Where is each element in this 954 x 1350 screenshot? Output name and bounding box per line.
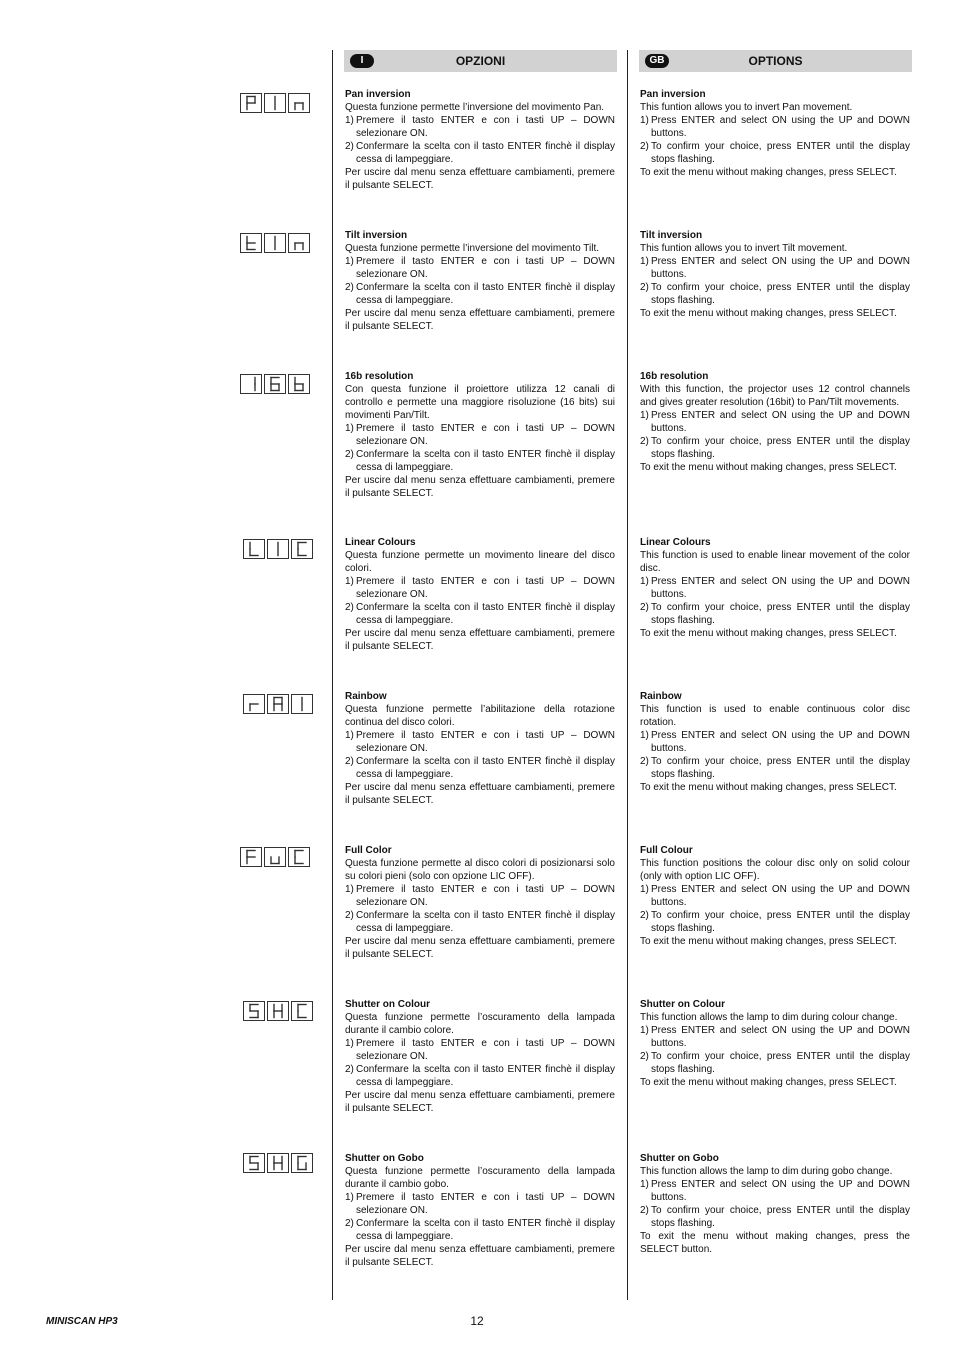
seven-segment-glyph [296,541,308,557]
display-digit [291,694,313,714]
display-digit [267,1153,289,1173]
step-1: 1) Premere il tasto ENTER e con i tasti UP – DOWN selezionare ON. [345,423,615,447]
step-text: Premere il tasto ENTER e con i tasti UP – DOWN selezionare ON. [356,730,615,754]
option-title: Linear Colours [640,537,711,548]
option-description: Con questa funzione il proiettore utilizza 12 canali di controllo e permette una maggiore risoluzione (16 bits) sui movimenti Pan/Tilt. [345,384,615,421]
step-text: Press ENTER and select ON using the UP and DOWN buttons. [651,410,910,434]
option-description: This function allows the lamp to dim during colour change. [640,1012,898,1023]
step-text: Premere il tasto ENTER e con i tasti UP – DOWN selezionare ON. [356,115,615,139]
seven-segment-glyph [293,235,305,251]
step-text: To confirm your choice, press ENTER until the display stops flashing. [651,910,910,934]
option-en-4 [640,690,910,794]
option-description: This function allows the lamp to dim during gobo change. [640,1166,893,1177]
step-text: Confermare la scelta con il tasto ENTER finchè il display cessa di lampeggiare. [356,449,615,473]
header-italian [344,50,617,72]
option-description: Questa funzione permette l’inversione del movimento Pan. [345,102,605,113]
step-text: Press ENTER and select ON using the UP and DOWN buttons. [651,884,910,908]
option-title: Full Color [345,845,392,856]
step-2: 2) To confirm your choice, press ENTER until the display stops flashing. [640,282,910,306]
seven-segment-glyph [293,95,305,111]
step-text: Premere il tasto ENTER e con i tasti UP – DOWN selezionare ON. [356,423,615,447]
option-description: This function positions the colour disc only on solid colour (only with option LIC OFF). [640,858,910,882]
option-title: Shutter on Colour [345,999,430,1010]
option-it-6 [345,998,615,1115]
language-badge-gb: GB [645,54,669,68]
option-description: Questa funzione permette l’oscuramento della lampada durante il cambio colore. [345,1012,615,1036]
seven-segment-glyph [272,1155,284,1171]
option-en-2 [640,370,910,474]
step-2: 2) To confirm your choice, press ENTER until the display stops flashing. [640,141,910,165]
exit-note: To exit the menu without making changes, press SELECT. [640,1077,897,1088]
step-1: 1) Premere il tasto ENTER e con i tasti UP – DOWN selezionare ON. [345,115,615,139]
option-title: Rainbow [640,691,682,702]
step-2: 2) Confermare la scelta con il tasto ENTER finchè il display cessa di lampeggiare. [345,449,615,473]
step-text: Confermare la scelta con il tasto ENTER finchè il display cessa di lampeggiare. [356,756,615,780]
display-digit [267,1001,289,1021]
display-digit [291,1153,313,1173]
step-text: To confirm your choice, press ENTER until the display stops flashing. [651,282,910,306]
step-2: 2) Confermare la scelta con il tasto ENTER finchè il display cessa di lampeggiare. [345,602,615,626]
step-text: To confirm your choice, press ENTER until the display stops flashing. [651,602,910,626]
step-1: 1) Premere il tasto ENTER e con i tasti UP – DOWN selezionare ON. [345,256,615,280]
step-1: 1) Press ENTER and select ON using the UP and DOWN buttons. [640,410,910,434]
step-1: 1) Press ENTER and select ON using the UP and DOWN buttons. [640,884,910,908]
seven-segment-glyph [296,1003,308,1019]
step-text: To confirm your choice, press ENTER until the display stops flashing. [651,1205,910,1229]
led-display [243,539,315,559]
option-it-3 [345,536,615,653]
display-digit [291,1001,313,1021]
display-digit [288,374,310,394]
exit-note: Per uscire dal menu senza effettuare cambiamenti, premere il pulsante SELECT. [345,1090,615,1114]
exit-note: To exit the menu without making changes, press SELECT. [640,462,897,473]
step-text: To confirm your choice, press ENTER until the display stops flashing. [651,141,910,165]
step-1: 1) Premere il tasto ENTER e con i tasti UP – DOWN selezionare ON. [345,1192,615,1216]
display-digit [291,539,313,559]
option-it-4 [345,690,615,807]
step-2: 2) To confirm your choice, press ENTER until the display stops flashing. [640,910,910,934]
led-display [243,694,315,714]
seven-segment-glyph [272,541,284,557]
seven-segment-glyph [245,376,257,392]
led-display [240,233,312,253]
seven-segment-glyph [245,849,257,865]
option-description: This function is used to enable continuous color disc rotation. [640,704,910,728]
step-2: 2) Confermare la scelta con il tasto ENTER finchè il display cessa di lampeggiare. [345,1218,615,1242]
seven-segment-glyph [296,1155,308,1171]
led-display [240,374,312,394]
display-digit [264,233,286,253]
display-digit [240,374,262,394]
option-title: Pan inversion [640,89,706,100]
option-en-7 [640,1152,910,1256]
option-it-5 [345,844,615,961]
option-it-7 [345,1152,615,1269]
option-title: Pan inversion [345,89,411,100]
step-2: 2) To confirm your choice, press ENTER until the display stops flashing. [640,602,910,626]
seven-segment-glyph [245,235,257,251]
led-display [243,1153,315,1173]
option-it-2 [345,370,615,500]
option-title: 16b resolution [640,371,709,382]
seven-segment-glyph [296,696,308,712]
step-text: To confirm your choice, press ENTER until the display stops flashing. [651,1051,910,1075]
step-text: Confermare la scelta con il tasto ENTER finchè il display cessa di lampeggiare. [356,1064,615,1088]
display-digit [240,93,262,113]
seven-segment-glyph [269,849,281,865]
option-description: This funtion allows you to invert Pan movement. [640,102,853,113]
exit-note: To exit the menu without making changes, press the SELECT button. [640,1231,910,1255]
display-digit [288,93,310,113]
column-divider-middle [627,50,628,1300]
seven-segment-glyph [272,696,284,712]
product-name: MINISCAN HP3 [46,1316,118,1327]
exit-note: Per uscire dal menu senza effettuare cambiamenti, premere il pulsante SELECT. [345,782,615,806]
step-2: 2) To confirm your choice, press ENTER until the display stops flashing. [640,756,910,780]
step-1: 1) Premere il tasto ENTER e con i tasti UP – DOWN selezionare ON. [345,576,615,600]
page-number: 12 [470,1314,484,1328]
step-text: Confermare la scelta con il tasto ENTER finchè il display cessa di lampeggiare. [356,602,615,626]
step-text: Premere il tasto ENTER e con i tasti UP – DOWN selezionare ON. [356,576,615,600]
header-english [639,50,912,72]
header-title-gb: OPTIONS [748,54,803,68]
option-title: Shutter on Colour [640,999,725,1010]
display-digit [264,847,286,867]
option-en-5 [640,844,910,948]
exit-note: To exit the menu without making changes, press SELECT. [640,167,897,178]
step-2: 2) To confirm your choice, press ENTER until the display stops flashing. [640,1205,910,1229]
step-1: 1) Press ENTER and select ON using the UP and DOWN buttons. [640,1025,910,1049]
option-en-6 [640,998,910,1089]
display-digit [243,694,265,714]
exit-note: Per uscire dal menu senza effettuare cambiamenti, premere il pulsante SELECT. [345,475,615,499]
option-title: Shutter on Gobo [640,1153,719,1164]
step-1: 1) Premere il tasto ENTER e con i tasti UP – DOWN selezionare ON. [345,730,615,754]
step-text: To confirm your choice, press ENTER until the display stops flashing. [651,436,910,460]
option-it-1 [345,229,615,333]
option-title: Full Colour [640,845,693,856]
step-text: Press ENTER and select ON using the UP and DOWN buttons. [651,256,910,280]
exit-note: To exit the menu without making changes, press SELECT. [640,628,897,639]
option-it-0 [345,88,615,192]
exit-note: Per uscire dal menu senza effettuare cambiamenti, premere il pulsante SELECT. [345,936,615,960]
step-2: 2) To confirm your choice, press ENTER until the display stops flashing. [640,436,910,460]
led-display [243,1001,315,1021]
seven-segment-glyph [293,376,305,392]
display-digit [264,374,286,394]
option-description: This funtion allows you to invert Tilt movement. [640,243,848,254]
step-1: 1) Press ENTER and select ON using the UP and DOWN buttons. [640,115,910,139]
display-digit [267,694,289,714]
exit-note: Per uscire dal menu senza effettuare cambiamenti, premere il pulsante SELECT. [345,167,615,191]
seven-segment-glyph [248,696,260,712]
column-divider-left [332,50,333,1300]
option-en-0 [640,88,910,179]
step-2: 2) Confermare la scelta con il tasto ENTER finchè il display cessa di lampeggiare. [345,141,615,165]
option-title: 16b resolution [345,371,414,382]
option-en-1 [640,229,910,320]
step-text: Confermare la scelta con il tasto ENTER finchè il display cessa di lampeggiare. [356,282,615,306]
display-digit [240,847,262,867]
step-1: 1) Press ENTER and select ON using the UP and DOWN buttons. [640,730,910,754]
exit-note: Per uscire dal menu senza effettuare cambiamenti, premere il pulsante SELECT. [345,308,615,332]
display-digit [288,847,310,867]
option-description: Questa funzione permette al disco colori di posizionarsi solo su colori pieni (solo con opzione LIC OFF). [345,858,615,882]
step-1: 1) Press ENTER and select ON using the UP and DOWN buttons. [640,256,910,280]
option-description: This function is used to enable linear movement of the color disc. [640,550,910,574]
display-digit [243,1153,265,1173]
language-badge-it: I [350,54,374,68]
step-text: Premere il tasto ENTER e con i tasti UP – DOWN selezionare ON. [356,884,615,908]
option-title: Tilt inversion [345,230,408,241]
step-text: Press ENTER and select ON using the UP and DOWN buttons. [651,576,910,600]
exit-note: To exit the menu without making changes, press SELECT. [640,782,897,793]
seven-segment-glyph [248,1003,260,1019]
seven-segment-glyph [293,849,305,865]
seven-segment-glyph [269,376,281,392]
seven-segment-glyph [245,95,257,111]
option-description: Questa funzione permette un movimento lineare del disco colori. [345,550,615,574]
step-1: 1) Press ENTER and select ON using the UP and DOWN buttons. [640,1179,910,1203]
display-digit [240,233,262,253]
step-text: Press ENTER and select ON using the UP and DOWN buttons. [651,115,910,139]
led-display [240,93,312,113]
step-text: Confermare la scelta con il tasto ENTER finchè il display cessa di lampeggiare. [356,910,615,934]
option-description: Questa funzione permette l’oscuramento della lampada durante il cambio gobo. [345,1166,615,1190]
display-digit [243,539,265,559]
step-2: 2) To confirm your choice, press ENTER until the display stops flashing. [640,1051,910,1075]
step-text: Premere il tasto ENTER e con i tasti UP – DOWN selezionare ON. [356,1038,615,1062]
option-title: Shutter on Gobo [345,1153,424,1164]
step-text: Confermare la scelta con il tasto ENTER finchè il display cessa di lampeggiare. [356,1218,615,1242]
seven-segment-glyph [248,1155,260,1171]
seven-segment-glyph [269,235,281,251]
exit-note: To exit the menu without making changes, press SELECT. [640,936,897,947]
step-text: Press ENTER and select ON using the UP and DOWN buttons. [651,1025,910,1049]
step-text: Press ENTER and select ON using the UP and DOWN buttons. [651,730,910,754]
exit-note: Per uscire dal menu senza effettuare cambiamenti, premere il pulsante SELECT. [345,1244,615,1268]
step-text: Confermare la scelta con il tasto ENTER finchè il display cessa di lampeggiare. [356,141,615,165]
step-text: Premere il tasto ENTER e con i tasti UP – DOWN selezionare ON. [356,256,615,280]
option-title: Tilt inversion [640,230,703,241]
seven-segment-glyph [272,1003,284,1019]
seven-segment-glyph [269,95,281,111]
exit-note: Per uscire dal menu senza effettuare cambiamenti, premere il pulsante SELECT. [345,628,615,652]
step-1: 1) Press ENTER and select ON using the UP and DOWN buttons. [640,576,910,600]
display-digit [288,233,310,253]
step-2: 2) Confermare la scelta con il tasto ENTER finchè il display cessa di lampeggiare. [345,756,615,780]
option-en-3 [640,536,910,640]
option-description: Questa funzione permette l’abilitazione della rotazione continua del disco colori. [345,704,615,728]
option-title: Linear Colours [345,537,416,548]
option-description: Questa funzione permette l’inversione del movimento Tilt. [345,243,600,254]
display-digit [243,1001,265,1021]
seven-segment-glyph [248,541,260,557]
header-title-it: OPZIONI [455,54,506,68]
step-2: 2) Confermare la scelta con il tasto ENTER finchè il display cessa di lampeggiare. [345,1064,615,1088]
option-title: Rainbow [345,691,387,702]
step-1: 1) Premere il tasto ENTER e con i tasti UP – DOWN selezionare ON. [345,1038,615,1062]
step-text: Premere il tasto ENTER e con i tasti UP – DOWN selezionare ON. [356,1192,615,1216]
display-digit [264,93,286,113]
led-display [240,847,312,867]
step-2: 2) Confermare la scelta con il tasto ENTER finchè il display cessa di lampeggiare. [345,282,615,306]
step-2: 2) Confermare la scelta con il tasto ENTER finchè il display cessa di lampeggiare. [345,910,615,934]
step-1: 1) Premere il tasto ENTER e con i tasti UP – DOWN selezionare ON. [345,884,615,908]
step-text: To confirm your choice, press ENTER until the display stops flashing. [651,756,910,780]
step-text: Press ENTER and select ON using the UP and DOWN buttons. [651,1179,910,1203]
display-digit [267,539,289,559]
exit-note: To exit the menu without making changes, press SELECT. [640,308,897,319]
option-description: With this function, the projector uses 12 control channels and gives greater resolution (16bit) to Pan/Tilt movements. [640,384,910,408]
